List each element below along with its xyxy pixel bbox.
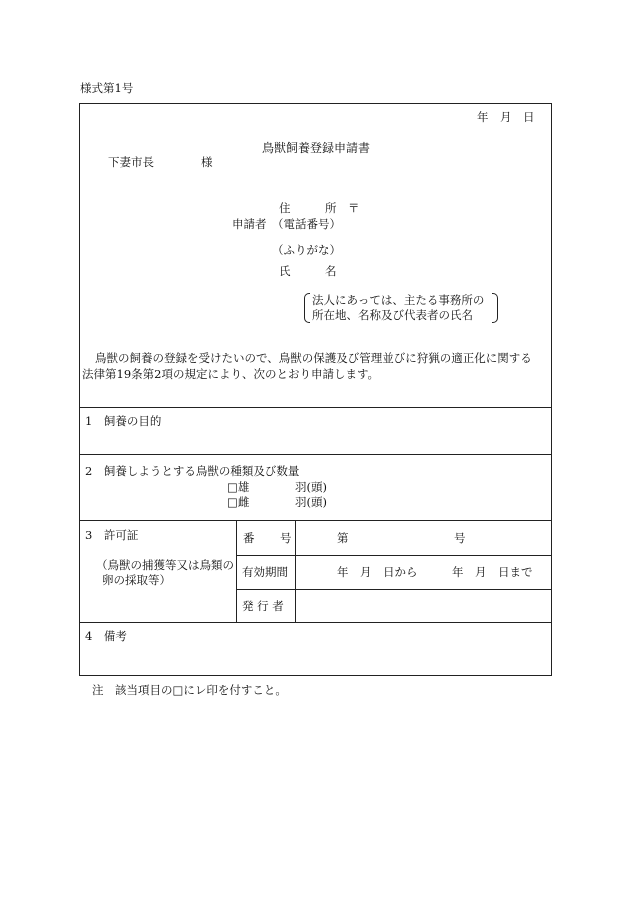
permit-number-label-2: 号 — [280, 531, 292, 545]
permit-number-label-1: 番 — [243, 531, 255, 545]
permit-number-suffix: 号 — [454, 531, 466, 545]
intro-line-2: 法律第19条第2項の規定により、次のとおり申請します。 — [82, 367, 380, 381]
section3-label: 3 許可証 — [85, 528, 139, 542]
date-month: 月 — [500, 110, 512, 124]
section4-label: 4 備考 — [85, 629, 127, 643]
note-bracket-right — [492, 293, 498, 323]
note-bracket-left — [304, 293, 310, 323]
permit-vline-1 — [236, 520, 237, 623]
address-label-2: 所 — [325, 201, 337, 215]
address-label-1: 住 — [279, 201, 291, 215]
male-checkbox[interactable]: □雄 — [227, 480, 250, 494]
issuer-label: 発 行 者 — [242, 599, 284, 613]
postal-mark: 〒 — [348, 201, 360, 215]
female-unit: 羽(頭) — [295, 495, 327, 509]
phone-label: （電話番号） — [272, 217, 341, 231]
applicant-label: 申請者 — [232, 217, 267, 231]
validity-from: 年 月 日から — [337, 565, 418, 579]
form-frame — [79, 103, 552, 676]
section3-sub-line2: 卵の採取等） — [102, 573, 171, 587]
divider-permit-2 — [236, 589, 552, 590]
female-checkbox[interactable]: □雌 — [227, 495, 250, 509]
divider-3 — [79, 520, 552, 521]
addressee-name: 下妻市長 — [108, 155, 154, 169]
form-number: 様式第1号 — [80, 81, 134, 95]
name-label-2: 名 — [325, 264, 337, 278]
intro-line-1: 鳥獣の飼養の登録を受けたいので、鳥獣の保護及び管理並びに狩猟の適正化に関する — [95, 351, 532, 365]
addressee-honorific: 様 — [201, 155, 213, 169]
validity-to: 年 月 日まで — [452, 565, 533, 579]
corporate-note-line1: 法人にあっては、主たる事務所の — [312, 293, 485, 307]
date-year: 年 — [477, 110, 489, 124]
form-title: 鳥獣飼養登録申請書 — [262, 141, 371, 155]
section2-label: 2 飼養しようとする鳥獣の種類及び数量 — [85, 464, 300, 478]
divider-4 — [79, 622, 552, 623]
section1-label: 1 飼養の目的 — [85, 414, 162, 428]
furigana-label: （ふりがな） — [272, 243, 341, 257]
divider-permit-1 — [236, 555, 552, 556]
section3-sub-line1: （鳥獣の捕獲等又は鳥類の — [96, 558, 234, 572]
validity-label: 有効期間 — [242, 565, 288, 579]
footnote: 注 該当項目の□にレ印を付すこと。 — [92, 683, 287, 697]
divider-1 — [79, 407, 552, 408]
permit-number-prefix: 第 — [337, 531, 349, 545]
divider-2 — [79, 454, 552, 455]
name-label-1: 氏 — [279, 264, 291, 278]
corporate-note-line2: 所在地、名称及び代表者の氏名 — [312, 308, 473, 322]
permit-vline-2 — [295, 520, 296, 623]
date-day: 日 — [523, 110, 535, 124]
male-unit: 羽(頭) — [295, 480, 327, 494]
